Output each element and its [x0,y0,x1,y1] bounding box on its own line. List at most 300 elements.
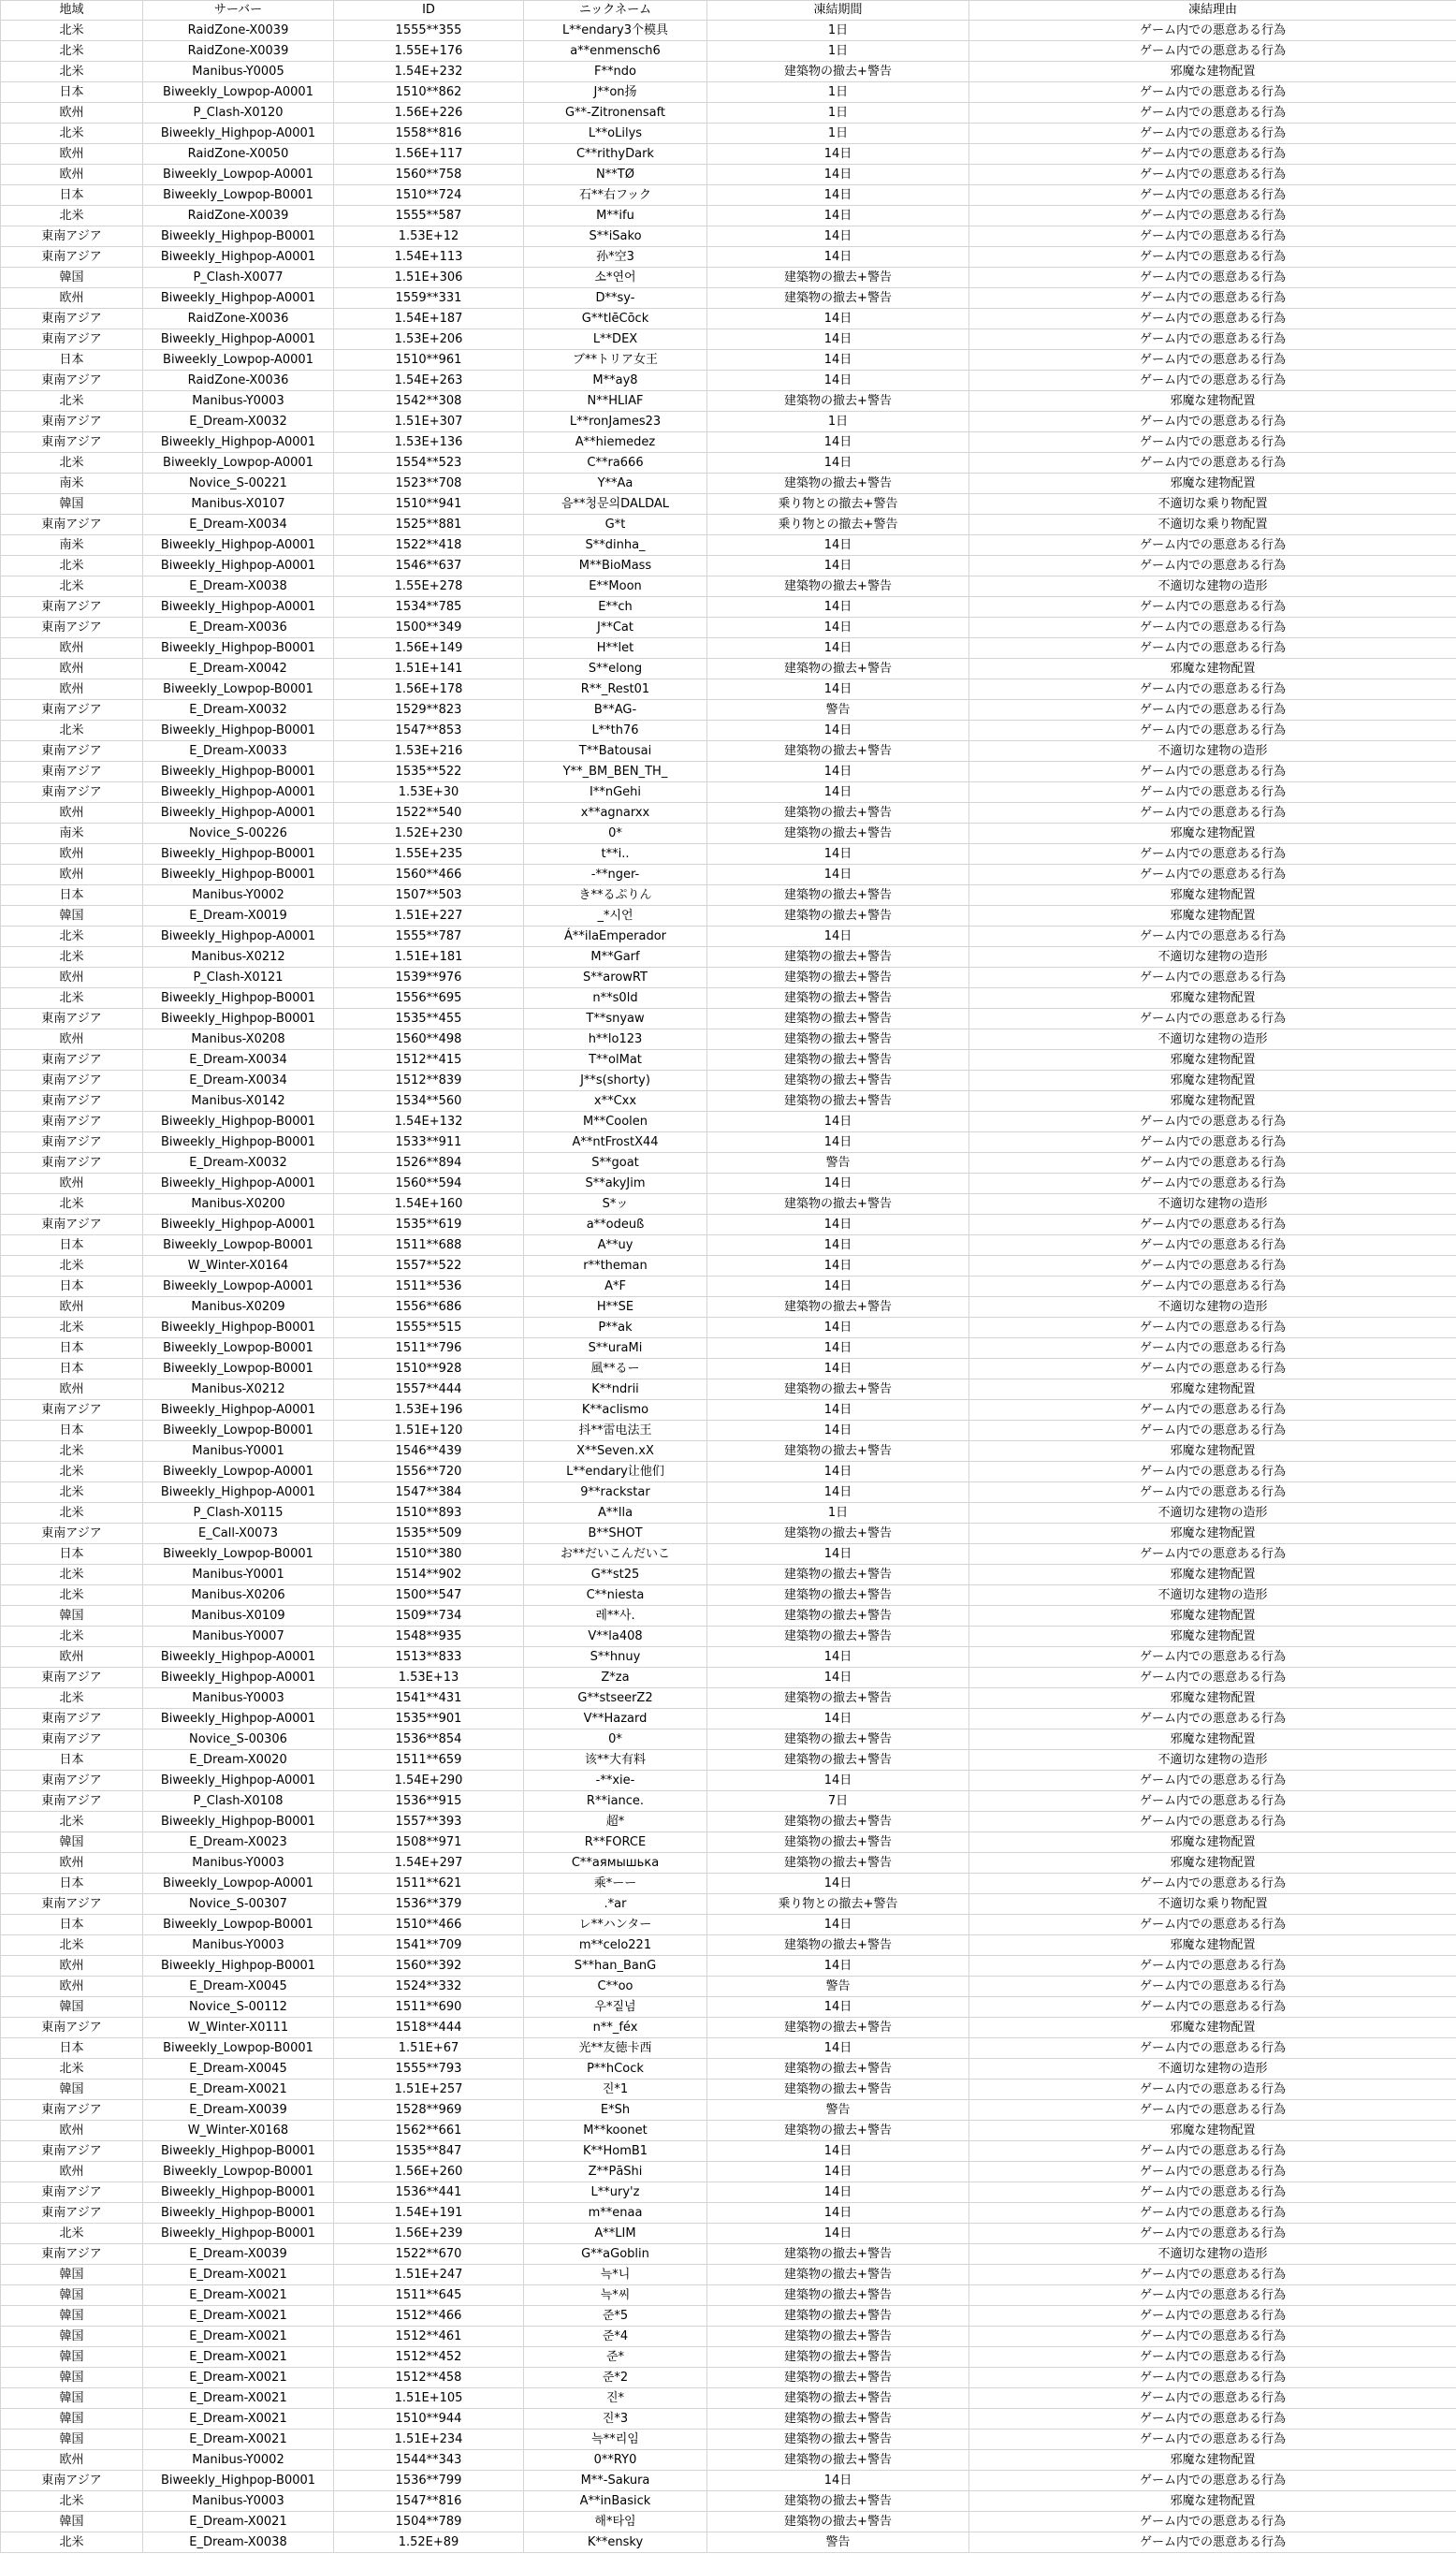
cell-id: 1522**418 [334,535,524,556]
table-row [1,556,1456,576]
cell-server: Novice_S-00112 [143,1997,334,2018]
cell-server: Biweekly_Highpop-B0001 [143,2182,334,2203]
cell-nickname: F**ndo [524,62,707,82]
cell-freeze-period: 14日 [707,535,969,556]
cell-region: 韓国 [1,2306,143,2327]
cell-freeze-reason: ゲーム内での悪意ある行為 [969,247,1456,268]
cell-region: 日本 [1,1338,143,1359]
cell-server: RaidZone-X0036 [143,309,334,329]
cell-id: 1524**332 [334,1977,524,1997]
table-row [1,824,1456,844]
table-row [1,103,1456,124]
cell-freeze-period: 建築物の撤去+警告 [707,2512,969,2532]
cell-nickname: L**th76 [524,721,707,741]
table-row [1,1174,1456,1194]
cell-freeze-period: 14日 [707,2203,969,2224]
table-row [1,803,1456,824]
cell-server: Biweekly_Highpop-A0001 [143,1400,334,1421]
cell-region: 北米 [1,1318,143,1338]
cell-id: 1510**862 [334,82,524,103]
cell-id: 1500**547 [334,1585,524,1606]
cell-server: Biweekly_Highpop-B0001 [143,1112,334,1132]
cell-server: Biweekly_Lowpop-B0001 [143,1235,334,1256]
cell-freeze-reason: ゲーム内での悪意ある行為 [969,927,1456,947]
cell-server: E_Dream-X0032 [143,412,334,432]
cell-server: E_Dream-X0032 [143,1153,334,1174]
cell-freeze-reason: ゲーム内での悪意ある行為 [969,1482,1456,1503]
cell-region: 北米 [1,1503,143,1524]
cell-server: Biweekly_Highpop-B0001 [143,988,334,1009]
cell-region: 欧州 [1,288,143,309]
cell-nickname: X**Seven.xX [524,1441,707,1462]
cell-server: Biweekly_Highpop-A0001 [143,1215,334,1235]
cell-server: Manibus-X0142 [143,1091,334,1112]
cell-server: Biweekly_Lowpop-B0001 [143,1359,334,1379]
cell-freeze-period: 1日 [707,21,969,41]
table-row [1,1977,1456,1997]
cell-id: 1.51E+234 [334,2430,524,2450]
cell-server: Manibus-X0109 [143,1606,334,1627]
table-row [1,62,1456,82]
cell-freeze-period: 建築物の撤去+警告 [707,2244,969,2265]
table-row [1,350,1456,371]
cell-id: 1.53E+13 [334,1668,524,1688]
cell-freeze-period: 14日 [707,1359,969,1379]
table-row [1,1935,1456,1956]
table-row [1,2018,1456,2038]
table-row [1,1647,1456,1668]
cell-freeze-reason: 邪魔な建物配置 [969,885,1456,906]
cell-server: Biweekly_Highpop-B0001 [143,865,334,885]
cell-region: 日本 [1,1277,143,1297]
table-row [1,1338,1456,1359]
cell-region: 東南アジア [1,412,143,432]
cell-id: 1.51E+227 [334,906,524,927]
cell-server: Manibus-Y0007 [143,1627,334,1647]
cell-freeze-reason: ゲーム内での悪意ある行為 [969,165,1456,185]
cell-freeze-period: 建築物の撤去+警告 [707,62,969,82]
cell-freeze-reason: ゲーム内での悪意ある行為 [969,968,1456,988]
cell-freeze-period: 建築物の撤去+警告 [707,2018,969,2038]
cell-freeze-period: 乗り物との撤去+警告 [707,494,969,515]
cell-nickname: C**rithyDark [524,144,707,165]
cell-freeze-period: 建築物の撤去+警告 [707,803,969,824]
cell-region: 韓国 [1,2368,143,2388]
cell-freeze-period: 建築物の撤去+警告 [707,1606,969,1627]
cell-nickname: 0* [524,824,707,844]
cell-region: 日本 [1,350,143,371]
table-row [1,2182,1456,2203]
table-row [1,1771,1456,1791]
cell-id: 1.53E+206 [334,329,524,350]
cell-server: Biweekly_Highpop-A0001 [143,803,334,824]
cell-region: 東南アジア [1,1709,143,1729]
cell-region: 日本 [1,1915,143,1935]
cell-nickname: t**i.. [524,844,707,865]
cell-server: W_Winter-X0111 [143,2018,334,2038]
cell-server: E_Dream-X0038 [143,2532,334,2553]
cell-freeze-reason: ゲーム内での悪意ある行為 [969,803,1456,824]
cell-region: 東南アジア [1,515,143,535]
cell-id: 1510**944 [334,2409,524,2430]
cell-server: P_Clash-X0115 [143,1503,334,1524]
cell-server: Biweekly_Lowpop-A0001 [143,1462,334,1482]
cell-freeze-reason: 邪魔な建物配置 [969,1688,1456,1709]
table-row [1,1709,1456,1729]
cell-id: 1547**816 [334,2491,524,2512]
cell-server: Manibus-X0107 [143,494,334,515]
cell-id: 1534**560 [334,1091,524,1112]
table-row [1,597,1456,618]
cell-region: 北米 [1,391,143,412]
cell-nickname: P**ak [524,1318,707,1338]
table-row [1,124,1456,144]
cell-server: RaidZone-X0036 [143,371,334,391]
cell-freeze-period: 14日 [707,1318,969,1338]
cell-server: Biweekly_Highpop-A0001 [143,124,334,144]
table-row [1,927,1456,947]
cell-freeze-reason: ゲーム内での悪意ある行為 [969,2409,1456,2430]
table-row [1,576,1456,597]
cell-freeze-reason: ゲーム内での悪意ある行為 [969,2430,1456,2450]
table-row [1,1421,1456,1441]
cell-server: Biweekly_Lowpop-B0001 [143,1915,334,1935]
cell-id: 1511**645 [334,2285,524,2306]
table-row [1,2512,1456,2532]
table-row [1,2265,1456,2285]
cell-nickname: 風**るー [524,1359,707,1379]
table-row [1,1503,1456,1524]
cell-nickname: 준*2 [524,2368,707,2388]
cell-freeze-period: 建築物の撤去+警告 [707,1750,969,1771]
cell-region: 日本 [1,82,143,103]
cell-region: 欧州 [1,1853,143,1874]
cell-nickname: M**Coolen [524,1112,707,1132]
cell-nickname: き**るぷりん [524,885,707,906]
cell-nickname: E**Moon [524,576,707,597]
cell-region: 東南アジア [1,371,143,391]
cell-freeze-period: 建築物の撤去+警告 [707,2368,969,2388]
cell-id: 1560**758 [334,165,524,185]
table-row [1,1277,1456,1297]
cell-nickname: M**ifu [524,206,707,226]
cell-id: 1522**670 [334,2244,524,2265]
cell-freeze-reason: ゲーム内での悪意ある行為 [969,1915,1456,1935]
cell-id: 1511**536 [334,1277,524,1297]
table-row [1,2224,1456,2244]
cell-nickname: Y**Aa [524,474,707,494]
table-row [1,453,1456,474]
cell-nickname: S**akyJim [524,1174,707,1194]
cell-nickname: J**s(shorty) [524,1071,707,1091]
cell-id: 1518**444 [334,2018,524,2038]
cell-region: 東南アジア [1,2100,143,2121]
cell-nickname: 超* [524,1812,707,1832]
cell-id: 1536**854 [334,1729,524,1750]
cell-nickname: T**olMat [524,1050,707,1071]
cell-nickname: G**tlēCōck [524,309,707,329]
table-row [1,185,1456,206]
cell-region: 北米 [1,927,143,947]
cell-server: Novice_S-00307 [143,1894,334,1915]
table-row [1,2388,1456,2409]
table-row [1,2471,1456,2491]
table-row [1,2368,1456,2388]
cell-nickname: G**-Zitronensaft [524,103,707,124]
cell-freeze-reason: ゲーム内での悪意ある行為 [969,556,1456,576]
cell-id: 1.51E+105 [334,2388,524,2409]
cell-freeze-reason: ゲーム内での悪意ある行為 [969,618,1456,638]
table-row [1,762,1456,782]
cell-server: E_Dream-X0020 [143,1750,334,1771]
cell-region: 東南アジア [1,700,143,721]
cell-freeze-reason: 邪魔な建物配置 [969,1091,1456,1112]
cell-freeze-period: 14日 [707,1915,969,1935]
cell-id: 1535**901 [334,1709,524,1729]
cell-region: 北米 [1,1256,143,1277]
cell-id: 1533**911 [334,1132,524,1153]
cell-server: P_Clash-X0077 [143,268,334,288]
cell-freeze-reason: 不適切な建物の造形 [969,576,1456,597]
table-row [1,2100,1456,2121]
cell-server: Biweekly_Lowpop-B0001 [143,1421,334,1441]
cell-region: 欧州 [1,103,143,124]
cell-nickname: J**Cat [524,618,707,638]
cell-server: Biweekly_Highpop-B0001 [143,2203,334,2224]
cell-freeze-period: 14日 [707,721,969,741]
table-row [1,1915,1456,1935]
cell-server: RaidZone-X0039 [143,206,334,226]
cell-id: 1511**688 [334,1235,524,1256]
cell-freeze-period: 建築物の撤去+警告 [707,1441,969,1462]
cell-id: 1557**393 [334,1812,524,1832]
cell-server: E_Dream-X0021 [143,2327,334,2347]
cell-freeze-period: 14日 [707,1256,969,1277]
cell-freeze-period: 7日 [707,1791,969,1812]
table-row [1,2430,1456,2450]
cell-freeze-reason: 邪魔な建物配置 [969,1379,1456,1400]
table-row [1,844,1456,865]
cell-region: 南米 [1,824,143,844]
cell-nickname: 늑*씨 [524,2285,707,2306]
cell-freeze-reason: 邪魔な建物配置 [969,1627,1456,1647]
cell-nickname: L**oLilys [524,124,707,144]
cell-freeze-reason: ゲーム内での悪意ある行為 [969,721,1456,741]
cell-region: 東南アジア [1,1050,143,1071]
cell-freeze-period: 建築物の撤去+警告 [707,2347,969,2368]
cell-freeze-reason: ゲーム内での悪意ある行為 [969,371,1456,391]
cell-nickname: M**-Sakura [524,2471,707,2491]
cell-freeze-period: 建築物の撤去+警告 [707,1091,969,1112]
table-row [1,391,1456,412]
table-row [1,1606,1456,1627]
cell-freeze-period: 建築物の撤去+警告 [707,268,969,288]
table-row [1,1359,1456,1379]
cell-freeze-reason: ゲーム内での悪意ある行為 [969,2265,1456,2285]
cell-id: 1512**452 [334,2347,524,2368]
cell-region: 東南アジア [1,1524,143,1544]
table-row [1,1462,1456,1482]
cell-nickname: S**elong [524,659,707,679]
cell-freeze-reason: ゲーム内での悪意ある行為 [969,1791,1456,1812]
cell-freeze-period: 建築物の撤去+警告 [707,1029,969,1050]
cell-freeze-period: 14日 [707,2141,969,2162]
cell-freeze-period: 14日 [707,679,969,700]
cell-server: Biweekly_Highpop-A0001 [143,556,334,576]
cell-nickname: 抖**雷电法王 [524,1421,707,1441]
cell-freeze-period: 14日 [707,1462,969,1482]
cell-server: E_Dream-X0045 [143,1977,334,1997]
cell-id: 1510**961 [334,350,524,371]
cell-region: 北米 [1,21,143,41]
cell-nickname: T**snyaw [524,1009,707,1029]
cell-region: 東南アジア [1,2182,143,2203]
table-row [1,2059,1456,2080]
cell-id: 1.51E+181 [334,947,524,968]
table-row [1,535,1456,556]
cell-freeze-period: 警告 [707,2100,969,2121]
cell-region: 北米 [1,2059,143,2080]
cell-region: 北米 [1,1585,143,1606]
cell-region: 東南アジア [1,741,143,762]
cell-server: Manibus-X0208 [143,1029,334,1050]
table-row [1,1627,1456,1647]
table-row [1,1668,1456,1688]
cell-nickname: C**oo [524,1977,707,1997]
cell-region: 北米 [1,1627,143,1647]
table-row [1,2285,1456,2306]
cell-id: 1512**461 [334,2327,524,2347]
cell-freeze-period: 14日 [707,782,969,803]
cell-freeze-reason: ゲーム内での悪意ある行為 [969,844,1456,865]
cell-freeze-period: 建築物の撤去+警告 [707,288,969,309]
cell-nickname: 乘*ーー [524,1874,707,1894]
cell-freeze-period: 14日 [707,144,969,165]
cell-freeze-period: 14日 [707,371,969,391]
cell-server: Biweekly_Highpop-B0001 [143,1956,334,1977]
cell-region: 東南アジア [1,432,143,453]
cell-id: 1526**894 [334,1153,524,1174]
cell-region: 欧州 [1,2121,143,2141]
cell-freeze-reason: ゲーム内での悪意ある行為 [969,1009,1456,1029]
cell-id: 1535**509 [334,1524,524,1544]
cell-server: E_Dream-X0021 [143,2080,334,2100]
cell-nickname: S**hnuy [524,1647,707,1668]
cell-id: 1535**522 [334,762,524,782]
cell-freeze-period: 1日 [707,1503,969,1524]
header-server: サーバー [143,1,334,21]
cell-freeze-period: 警告 [707,1977,969,1997]
cell-server: RaidZone-X0039 [143,21,334,41]
cell-freeze-period: 建築物の撤去+警告 [707,741,969,762]
cell-server: Biweekly_Lowpop-B0001 [143,1544,334,1565]
cell-freeze-period: 建築物の撤去+警告 [707,2080,969,2100]
cell-freeze-reason: ゲーム内での悪意ある行為 [969,2471,1456,2491]
cell-freeze-period: 建築物の撤去+警告 [707,947,969,968]
cell-freeze-reason: 邪魔な建物配置 [969,2018,1456,2038]
cell-nickname: S**dinha_ [524,535,707,556]
table-row [1,1215,1456,1235]
cell-server: Biweekly_Highpop-A0001 [143,329,334,350]
cell-freeze-reason: ゲーム内での悪意ある行為 [969,41,1456,62]
cell-freeze-reason: ゲーム内での悪意ある行為 [969,1647,1456,1668]
cell-server: Biweekly_Highpop-B0001 [143,2471,334,2491]
cell-region: 北米 [1,1688,143,1709]
cell-nickname: L**ury'z [524,2182,707,2203]
cell-freeze-reason: 不適切な建物の造形 [969,1503,1456,1524]
cell-id: 1542**308 [334,391,524,412]
cell-server: Manibus-Y0003 [143,391,334,412]
cell-freeze-reason: ゲーム内での悪意ある行為 [969,1874,1456,1894]
cell-server: Manibus-Y0002 [143,885,334,906]
cell-id: 1556**686 [334,1297,524,1318]
cell-server: Manibus-X0212 [143,1379,334,1400]
cell-id: 1.54E+297 [334,1853,524,1874]
cell-freeze-period: 建築物の撤去+警告 [707,2450,969,2471]
cell-region: 欧州 [1,679,143,700]
cell-id: 1541**709 [334,1935,524,1956]
cell-freeze-period: 14日 [707,432,969,453]
cell-freeze-reason: ゲーム内での悪意ある行為 [969,1174,1456,1194]
cell-server: Biweekly_Highpop-A0001 [143,1668,334,1688]
cell-id: 1510**724 [334,185,524,206]
cell-freeze-period: 14日 [707,597,969,618]
cell-freeze-reason: ゲーム内での悪意ある行為 [969,1318,1456,1338]
cell-freeze-period: 建築物の撤去+警告 [707,2430,969,2450]
cell-nickname: K**ensky [524,2532,707,2553]
cell-freeze-reason: ゲーム内での悪意ある行為 [969,1338,1456,1359]
cell-freeze-period: 建築物の撤去+警告 [707,824,969,844]
cell-nickname: E*Sh [524,2100,707,2121]
cell-id: 1510**466 [334,1915,524,1935]
cell-nickname: 0* [524,1729,707,1750]
cell-region: 南米 [1,535,143,556]
cell-freeze-reason: ゲーム内での悪意ある行為 [969,679,1456,700]
cell-region: 東南アジア [1,1009,143,1029]
cell-nickname: 준* [524,2347,707,2368]
cell-nickname: S*ッ [524,1194,707,1215]
cell-server: E_Dream-X0021 [143,2265,334,2285]
cell-nickname: 늑*니 [524,2265,707,2285]
cell-nickname: a**enmensch6 [524,41,707,62]
cell-freeze-period: 14日 [707,1771,969,1791]
table-row [1,268,1456,288]
table-row [1,1029,1456,1050]
cell-freeze-reason: 不適切な乗り物配置 [969,1894,1456,1915]
cell-freeze-period: 14日 [707,1482,969,1503]
cell-server: E_Dream-X0021 [143,2306,334,2327]
cell-freeze-reason: ゲーム内での悪意ある行為 [969,453,1456,474]
cell-nickname: J**on扬 [524,82,707,103]
cell-server: P_Clash-X0108 [143,1791,334,1812]
table-row [1,968,1456,988]
cell-region: 東南アジア [1,782,143,803]
cell-freeze-period: 1日 [707,124,969,144]
cell-server: Biweekly_Highpop-B0001 [143,638,334,659]
cell-region: 東南アジア [1,1791,143,1812]
cell-id: 1.51E+120 [334,1421,524,1441]
table-row [1,2450,1456,2471]
cell-nickname: 레**사. [524,1606,707,1627]
cell-region: 欧州 [1,1977,143,1997]
cell-nickname: 소*연어 [524,268,707,288]
cell-id: 1523**708 [334,474,524,494]
cell-region: 日本 [1,1874,143,1894]
cell-freeze-reason: ゲーム内での悪意ある行為 [969,2285,1456,2306]
cell-nickname: I**nGehi [524,782,707,803]
cell-server: E_Dream-X0021 [143,2285,334,2306]
cell-freeze-period: 14日 [707,453,969,474]
